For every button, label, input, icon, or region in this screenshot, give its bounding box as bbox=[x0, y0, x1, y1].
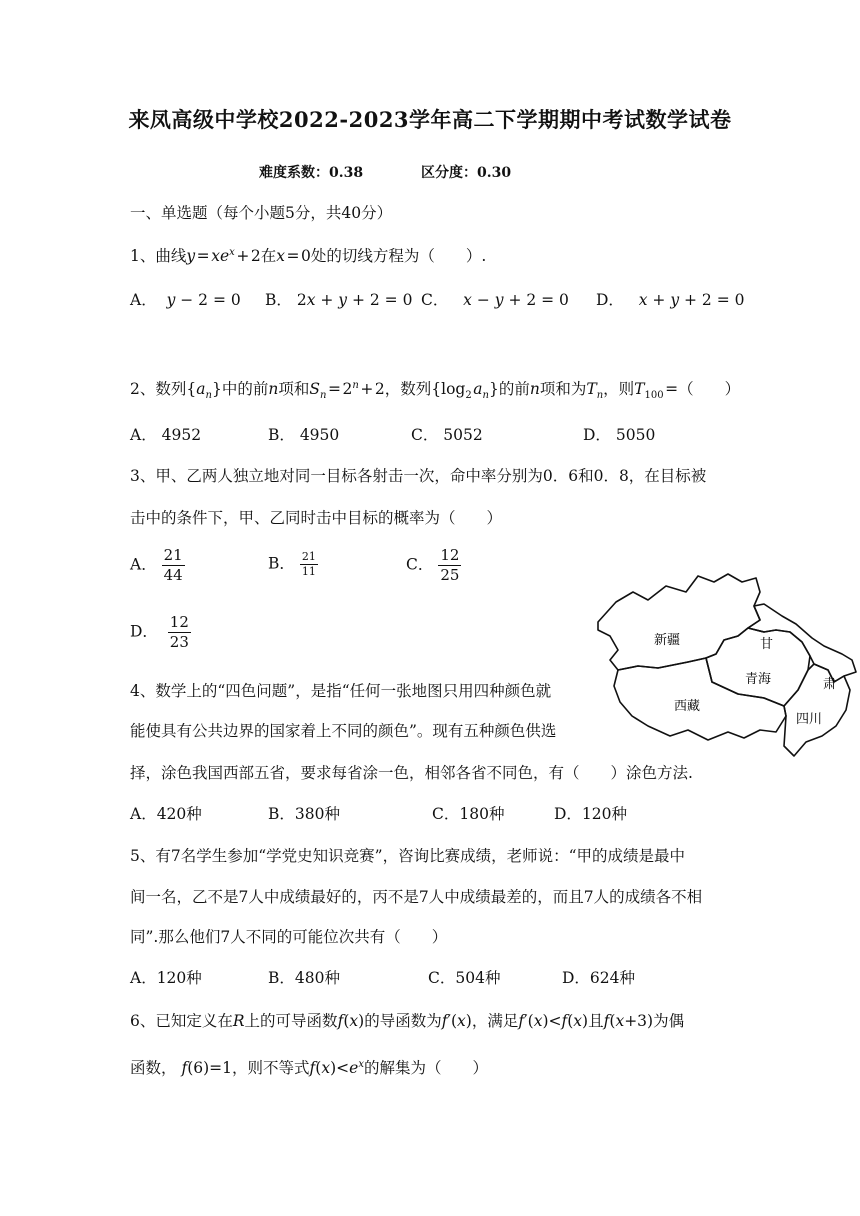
question-5-option-c: C．504种 bbox=[428, 969, 501, 987]
question-1-option-c: C． x − y + 2 = 0 bbox=[421, 291, 569, 309]
question-2-option-d: D． 5050 bbox=[583, 426, 656, 444]
question-2-option-c: C． 5052 bbox=[411, 426, 483, 444]
question-3-option-b: B． $\frac{21}{11}$ bbox=[268, 550, 316, 578]
question-4-option-a: A．420种 bbox=[130, 805, 202, 823]
question-3-line-2: 击中的条件下，甲、乙同时击中目标的概率为（ ） bbox=[130, 509, 503, 527]
question-3-option-d: D． $\frac{12}{23}$ bbox=[130, 613, 189, 651]
question-1-option-d: D． x + y + 2 = 0 bbox=[596, 291, 745, 309]
question-5-line-3: 同”.那么他们7人不同的可能位次共有（ ） bbox=[130, 928, 448, 946]
question-6-line-2: 函数， f(6)=1，则不等式$f(x)<e^x$的解集为（ ） bbox=[130, 1058, 488, 1077]
western-provinces-map bbox=[588, 570, 858, 762]
question-4-line-1: 4、数学上的“四色问题”，是指“任何一张地图只用四种颜色就 bbox=[130, 682, 552, 700]
difficulty-coefficient: 难度系数：0.38 bbox=[259, 165, 364, 181]
map-label-xinjiang: 新疆 bbox=[654, 633, 681, 648]
question-2-option-b: B． 4950 bbox=[268, 426, 340, 444]
question-1-option-a: A． y − 2 = 0 bbox=[130, 291, 241, 309]
question-6-line-1: 6、已知定义在R上的可导函数f(x)的导函数为f′(x)，满足f′(x)<f(x)且f(x+3)为偶 bbox=[130, 1012, 685, 1030]
question-2-option-a: A． 4952 bbox=[130, 426, 202, 444]
section-heading: 一、单选题（每个小题5分，共40分） bbox=[130, 204, 393, 222]
discrimination-index: 区分度：0.30 bbox=[421, 165, 512, 181]
sichuan-region bbox=[784, 664, 850, 756]
question-2-stem: 2、数列$\{a_n\}$中的前n项和$S_n$ = $2^n$ + 2，数列{$\log_2$ $a_n$}的前n项和为$T_n$，则$T_{100}$ =（ ） bbox=[130, 379, 741, 402]
map-label-gansu: 甘 bbox=[760, 637, 774, 652]
question-5-line-1: 5、有7名学生参加“学党史知识竞赛”，咨询比赛成绩，老师说：“甲的成绩是最中 bbox=[130, 847, 685, 865]
xinjiang-region bbox=[598, 574, 760, 670]
question-4-line-2: 能使具有公共边界的国家着上不同的颜色”。现有五种颜色供选 bbox=[130, 722, 557, 740]
question-3-option-a: A． $\frac{21}{44}$ bbox=[130, 546, 183, 584]
question-5-line-2: 间一名，乙不是7人中成绩最好的，丙不是7人中成绩最差的，而且7人的成绩各不相 bbox=[130, 888, 703, 906]
map-label-sichuan: 四川 bbox=[796, 712, 823, 727]
question-5-option-a: A．120种 bbox=[130, 969, 202, 987]
question-3-line-1: 3、甲、乙两人独立地对同一目标各射击一次，命中率分别为0．6和0．8，在目标被 bbox=[130, 467, 707, 485]
map-label-xizang: 西藏 bbox=[674, 699, 701, 714]
map-label-su: 肃 bbox=[823, 677, 837, 692]
question-5-option-b: B．480种 bbox=[268, 969, 340, 987]
exam-title: 来凤高级中学校2022-2023学年高二下学期期中考试数学试卷 bbox=[128, 107, 732, 132]
question-1-stem: 1、曲线y = $xe^x$ + 2在x = 0处的切线方程为（ ）. bbox=[130, 246, 487, 265]
question-3-option-c: C． $\frac{12}{25}$ bbox=[406, 546, 460, 584]
question-4-option-c: C．180种 bbox=[432, 805, 505, 823]
question-1-option-b: B． 2x + y + 2 = 0 bbox=[265, 291, 413, 309]
map-label-qinghai: 青海 bbox=[745, 672, 772, 687]
question-4-line-3: 择，涂色我国西部五省，要求每省涂一色，相邻各省不同色，有（ ）涂色方法. bbox=[130, 764, 693, 782]
question-4-option-b: B．380种 bbox=[268, 805, 340, 823]
question-5-option-d: D．624种 bbox=[562, 969, 636, 987]
question-4-option-d: D．120种 bbox=[554, 805, 628, 823]
